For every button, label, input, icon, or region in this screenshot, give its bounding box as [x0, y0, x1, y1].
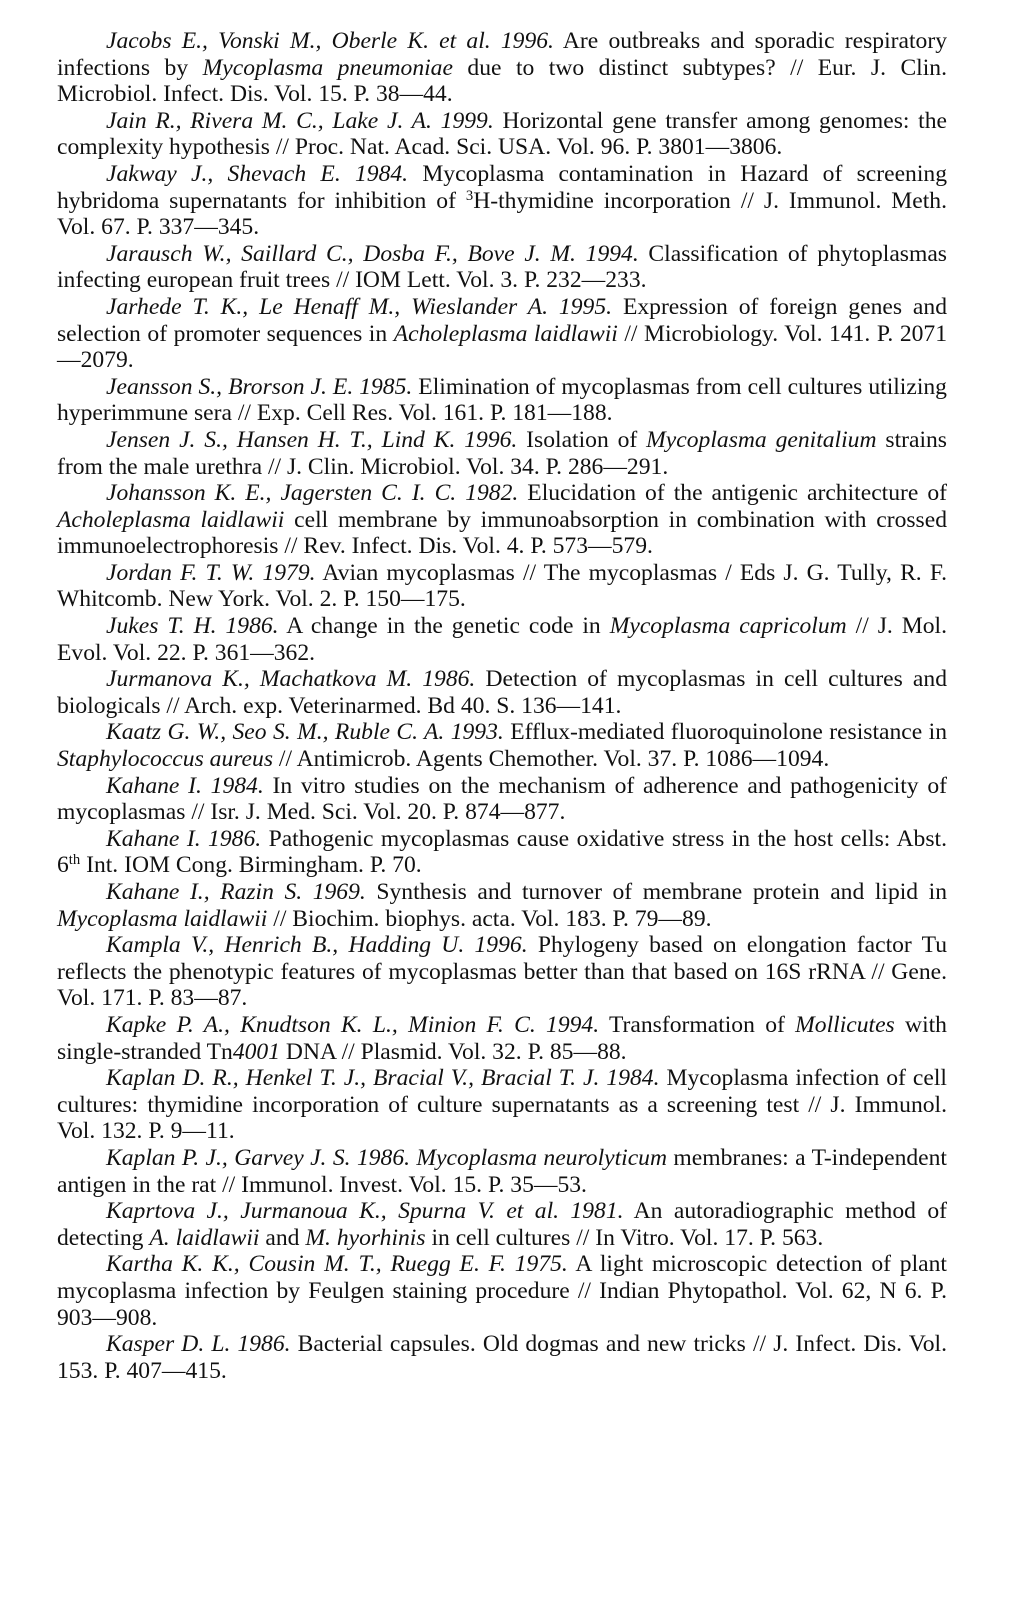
reference-entry [57, 826, 947, 879]
italic-text: Kaplan P. J., Garvey J. S. 1986. Mycoplasma neurolyticum [106, 1144, 668, 1171]
text-run: // Biochim. biophys. acta. Vol. 183. P. 79—89. [267, 905, 712, 932]
text-run: Are outbreaks and sporadic respiratory infections by [57, 28, 947, 81]
text-run: Elimination of mycoplasmas from cell cultures utilizing hyperimmune sera // Exp. Cell Res. Vol. 161. P. 181—188. [57, 373, 947, 427]
reference-entry [57, 719, 947, 772]
text-run: Int. IOM Cong. Birmingham. P. 70. [80, 852, 422, 879]
text-run: Mycoplasma infection of cell cultures: thymidine incorporation of culture supernatants as a screening test // J. Immunol. Vol. 132. P. 9—11. [57, 1065, 947, 1145]
text-run: Isolation of [517, 426, 647, 453]
italic-text: Jarhede T. K., Le Henaff M., Wieslander A. 1995. [106, 293, 613, 320]
italic-text: Kapke P. A., Knudtson K. L., Minion F. C. 1994. [106, 1011, 600, 1038]
italic-text: Mollicutes [795, 1011, 895, 1038]
reference-entry [57, 1012, 947, 1065]
reference-entry [57, 108, 947, 161]
italic-text: Staphylococcus aureus [57, 746, 274, 773]
italic-text: Acholeplasma laidlawii [57, 506, 285, 533]
text-run: H-thymidine incorporation // J. Immunol. Meth. Vol. 67. P. 337—345. [57, 187, 948, 241]
italic-text: Kasper D. L. 1986. [106, 1331, 291, 1358]
reference-entry [57, 427, 947, 480]
text-run: // J. Mol. Evol. Vol. 22. P. 361—362. [57, 613, 947, 666]
reference-entry [57, 560, 947, 613]
italic-text: Jain R., Rivera M. C., Lake J. A. 1999. [106, 107, 494, 134]
text-run: A change in the genetic code in [278, 613, 610, 640]
reference-entry [57, 1331, 947, 1384]
reference-entry [57, 1198, 947, 1251]
reference-entry [57, 1251, 947, 1331]
reference-entry [57, 374, 947, 427]
italic-text: M. hyorhinis [305, 1224, 426, 1251]
text-run: with single-stranded Tn [57, 1011, 947, 1065]
italic-text: Jordan F. T. W. 1979. [106, 559, 316, 586]
reference-entry [57, 932, 947, 1012]
text-run: due to two distinct subtypes? // Eur. J. Clin. Microbiol. Infect. Dis. Vol. 15. P. 38—44. [57, 54, 947, 108]
italic-text: Jarausch W., Saillard C., Dosba F., Bove J. M. 1994. [106, 240, 639, 267]
italic-text: Jurmanova K., Machatkova M. 1986. [106, 666, 476, 693]
superscript: 3 [465, 187, 474, 204]
text-run: membranes: a T-independent antigen in the rat // Immunol. Invest. Vol. 15. P. 35—53. [57, 1144, 947, 1198]
text-run: Efflux-mediated fluoroquinolone resistance in [503, 719, 947, 746]
text-run: cell membrane by immunoabsorption in combination with crossed immunoelectrophoresis // Rev. Infect. Dis. Vol. 4. P. 573—579. [57, 506, 947, 560]
text-run: Classification of phytoplasmas infecting european fruit trees // IOM Lett. Vol. 3. P. 232—233. [57, 240, 947, 294]
italic-text: Jeansson S., Brorson J. E. 1985. [106, 373, 413, 400]
text-run: Horizontal gene transfer among genomes: the complexity hypothesis // Proc. Nat. Acad. Sci. USA. Vol. 96. P. 3801—3806. [57, 107, 947, 161]
italic-text: Jacobs E., Vonski M., Oberle K. et al. 1996. [106, 28, 554, 54]
italic-text: Johansson K. E., Jagersten C. I. C. 1982. [106, 480, 519, 507]
reference-entry [57, 480, 947, 560]
italic-text: Kaatz G. W., Seo S. M., Ruble C. A. 1993. [106, 719, 504, 746]
reference-entry [57, 666, 947, 719]
text-run: Pathogenic mycoplasmas cause oxidative stress in the host cells: Abst. 6 [57, 825, 947, 879]
text-run: and [259, 1224, 306, 1251]
superscript: th [68, 852, 81, 869]
italic-text: Jensen J. S., Hansen H. T., Lind K. 1996. [106, 426, 518, 453]
italic-text: A. laidlawii [149, 1224, 260, 1251]
reference-entry [57, 773, 947, 826]
text-run: // Antimicrob. Agents Chemother. Vol. 37. P. 1086—1094. [273, 746, 830, 773]
italic-text: Acholeplasma laidlawii [393, 320, 618, 347]
italic-text: Mycoplasma genitalium [646, 426, 877, 453]
text-run: Transformation of [599, 1011, 796, 1038]
italic-text: Kaplan D. R., Henkel T. J., Bracial V., Bracial T. J. 1984. [106, 1065, 660, 1092]
text-run: DNA // Plasmid. Vol. 32. P. 85—88. [280, 1038, 627, 1065]
italic-text: Mycoplasma laidlawii [57, 905, 268, 932]
reference-entry [57, 161, 947, 241]
text-run: Bacterial capsules. Old dogmas and new tricks // J. Infect. Dis. Vol. 153. P. 407—415. [57, 1331, 947, 1384]
text-run: Mycoplasma contamination in Hazard of screening hybridoma supernatants for inhibition of [57, 160, 947, 214]
text-run: Phylogeny based on elongation factor Tu reflects the phenotypic features of mycoplasmas better than that based on 16S rRNA // Gene. Vol. 171. P. 83—87. [57, 932, 947, 1012]
reference-entry [57, 28, 947, 108]
text-run: Detection of mycoplasmas in cell cultures and biologicals // Arch. exp. Veterinarmed. Bd 40. S. 136—141. [57, 666, 948, 719]
text-run: strains from the male urethra // J. Clin. Microbiol. Vol. 34. P. 286—291. [57, 426, 947, 480]
text-run: An autoradiographic method of detecting [57, 1198, 947, 1251]
reference-entry [57, 1145, 947, 1198]
text-run: // Microbiology. Vol. 141. P. 2071—2079. [57, 320, 948, 374]
italic-text: Jukes T. H. 1986. [106, 613, 279, 640]
italic-text: Kahane I. 1984. [106, 772, 264, 799]
italic-text: Mycoplasma capricolum [609, 613, 847, 640]
italic-text: Mycoplasma pneumoniae [202, 54, 453, 81]
text-run: in cell cultures // In Vitro. Vol. 17. P. 563. [425, 1224, 824, 1251]
italic-text: Kartha K. K., Cousin M. T., Ruegg E. F. 1975. [106, 1251, 568, 1278]
text-run: Expression of foreign genes and selection of promoter sequences in [57, 293, 947, 347]
text-run: A light microscopic detection of plant mycoplasma infection by Feulgen staining procedure // Indian Phytopathol. Vol. 62, N 6. P. 903—908. [57, 1251, 947, 1331]
text-run: Avian mycoplasmas // The mycoplasmas / Eds J. G. Tully, R. F. Whitcomb. New York. Vol. 2. P. 150—175. [57, 559, 947, 613]
italic-text: Kaprtova J., Jurmanoua K., Spurna V. et al. 1981. [106, 1198, 624, 1225]
text-run: Elucidation of the antigenic architecture of [518, 480, 947, 507]
italic-text: Kahane I., Razin S. 1969. [106, 879, 366, 905]
italic-text: 4001 [232, 1038, 281, 1065]
reference-entry [57, 879, 947, 932]
italic-text: Jakway J., Shevach E. 1984. [106, 160, 409, 187]
reference-entry [57, 613, 947, 666]
reference-entry [57, 241, 947, 294]
reference-entry [57, 1065, 947, 1145]
reference-entry [57, 294, 947, 374]
italic-text: Kahane I. 1986. [106, 825, 262, 852]
text-run: In vitro studies on the mechanism of adherence and pathogenicity of mycoplasmas // Isr. J. Med. Sci. Vol. 20. P. 874—877. [57, 772, 947, 826]
text-run: Synthesis and turnover of membrane protein and lipid in [365, 879, 947, 905]
italic-text: Kampla V., Henrich B., Hadding U. 1996. [106, 932, 528, 959]
reference-list [57, 28, 947, 1384]
